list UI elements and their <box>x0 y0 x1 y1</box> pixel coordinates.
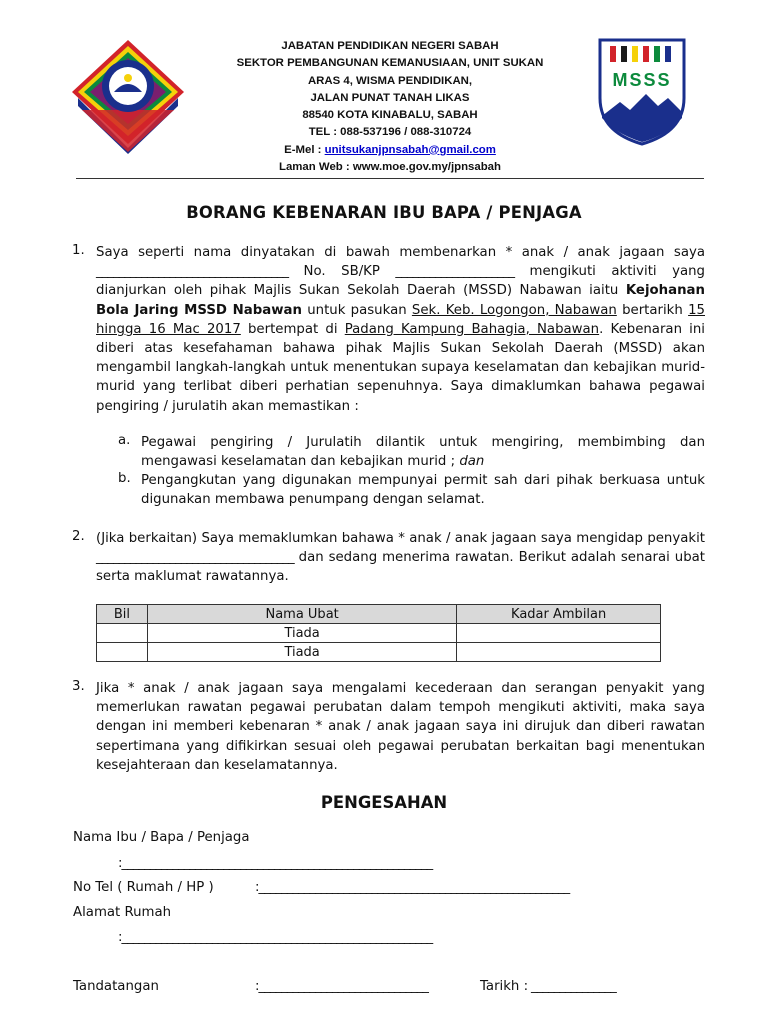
event-venue: Padang Kampung Bahagia, Nabawan <box>344 321 600 337</box>
col-header-kadar-ambilan: Kadar Ambilan <box>457 605 661 624</box>
table-cell[interactable]: Tiada <box>147 624 456 643</box>
letterhead-text <box>200 38 580 176</box>
medication-table <box>96 604 661 662</box>
parent-name-field[interactable]: :_______________________________________________________ <box>118 856 433 871</box>
table-header-row <box>97 605 661 624</box>
section-3-text: Jika * anak / anak jagaan saya mengalami kecederaan dan serangan penyakit yang memerlukan rawatan pegawai perubatan dalam tempoh mengikuti aktiviti, maka saya dengan ini memberi kebenaran * anak / anak jagaan saya ini dirujuk dan diberi rawatan sepertimana yang difikirkan sesuai oleh pegawai perubatan berkaitan bagi menentukan kesejahteraan dan keselamatannya. <box>96 681 705 773</box>
event-date: 15 hingga 16 Mac 2017 <box>96 302 705 337</box>
phone-field[interactable]: :_______________________________________________________ <box>255 880 570 895</box>
letterhead <box>0 36 768 176</box>
phone-label: No Tel ( Rumah / HP ) <box>73 880 214 895</box>
msss-logo-text: MSSS <box>612 70 672 90</box>
header-line: 88540 KOTA KINABALU, SABAH <box>302 109 478 122</box>
child-name-field[interactable]: __________________________________ <box>96 264 289 280</box>
child-ic-field[interactable]: _____________________ <box>395 264 515 280</box>
item-a-text: Pegawai pengiring / Jurulatih dilantik untuk mengiring, membimbing dan mengawasi keselamatan dan kebajikan murid ; dan <box>141 435 705 469</box>
parent-name-label: Nama Ibu / Bapa / Penjaga <box>73 830 250 845</box>
item-b-text: Pengangkutan yang digunakan mempunyai permit sah dari pihak berkuasa untuk digunakan membawa penumpang dengan selamat. <box>141 473 705 507</box>
col-header-bil: Bil <box>97 605 148 624</box>
signature-label: Tandatangan <box>73 979 159 994</box>
email-link[interactable]: unitsukanjpnsabah@gmail.com <box>324 143 496 156</box>
col-header-nama-ubat: Nama Ubat <box>147 605 456 624</box>
header-line: JALAN PUNAT TANAH LIKAS <box>310 91 470 104</box>
date-label: Tarikh : <box>480 979 529 994</box>
item-a-number: a. <box>118 433 131 448</box>
header-line: ARAS 4, WISMA PENDIDIKAN, <box>307 74 473 87</box>
jpn-sabah-logo-icon <box>66 36 190 154</box>
header-line: SEKTOR PEMBANGUNAN KEMANUSIAAN, UNIT SUKAN <box>236 57 544 70</box>
team-school: Sek. Keb. Logongon, Nabawan <box>411 302 617 318</box>
event-name: Kejohanan Bola Jaring MSSD Nabawan <box>96 283 705 318</box>
illness-field[interactable]: ___________________________________ <box>96 550 294 566</box>
section-1-number: 1. <box>72 243 85 258</box>
section-3-number: 3. <box>72 679 85 694</box>
form-title: BORANG KEBENARAN IBU BAPA / PENJAGA <box>186 203 582 222</box>
section-1-text: Saya seperti nama dinyatakan di bawah membenarkan * anak / anak jagaan saya __________________________________ No. SB/KP _____________________ mengikuti aktiviti yang dianjurkan oleh pihak Majlis Sukan Sekolah Daerah (MSSD) Nabawan iaitu Kejohanan Bola Jaring MSSD Nabawan untuk pasukan Sek. Keb. Logongon, Nabawan bertarikh 15 hingga 16 Mac 2017 bertempat di Padang Kampung Bahagia, Nabawan. Kebenaran ini diberi atas kesefahaman bahawa pihak Majlis Sukan Sekolah Daerah (MSSD) akan mengambil langkah-langkah untuk menentukan supaya keselamatan dan kebajikan murid-murid yang terlibat diberi perhatian sepenuhnya. Saya dimaklumkan bahawa pegawai pengiring / jurulatih akan memastikan : <box>96 245 705 414</box>
header-line: TEL : 088-537196 / 088-310724 <box>308 126 472 139</box>
table-cell[interactable] <box>457 624 661 643</box>
email-line: E-Mel : unitsukanjpnsabah@gmail.com <box>284 143 496 156</box>
signature-field[interactable]: :______________________________ <box>255 979 428 994</box>
pengesahan-title: PENGESAHAN <box>320 793 448 812</box>
table-cell[interactable] <box>97 624 148 643</box>
table-cell[interactable] <box>457 643 661 662</box>
table-row <box>97 643 661 662</box>
section-2-number: 2. <box>72 529 85 544</box>
date-field[interactable]: _______________ <box>531 979 616 994</box>
table-row <box>97 624 661 643</box>
item-b-number: b. <box>118 471 131 486</box>
msss-logo-icon <box>596 36 688 146</box>
address-field[interactable]: :_______________________________________________________ <box>118 930 433 945</box>
address-label: Alamat Rumah <box>73 905 172 920</box>
table-cell[interactable] <box>97 643 148 662</box>
web-line: Laman Web : www.moe.gov.my/jpnsabah <box>279 161 501 174</box>
section-2-text: (Jika berkaitan) Saya memaklumkan bahawa * anak / anak jagaan saya mengidap penyakit ___________________________________ dan sedang menerima rawatan. Berikut adalah senarai ubat serta maklumat rawatannya. <box>96 531 705 585</box>
header-line: JABATAN PENDIDIKAN NEGERI SABAH <box>281 40 499 52</box>
header-divider <box>76 178 704 179</box>
table-cell[interactable]: Tiada <box>147 643 456 662</box>
